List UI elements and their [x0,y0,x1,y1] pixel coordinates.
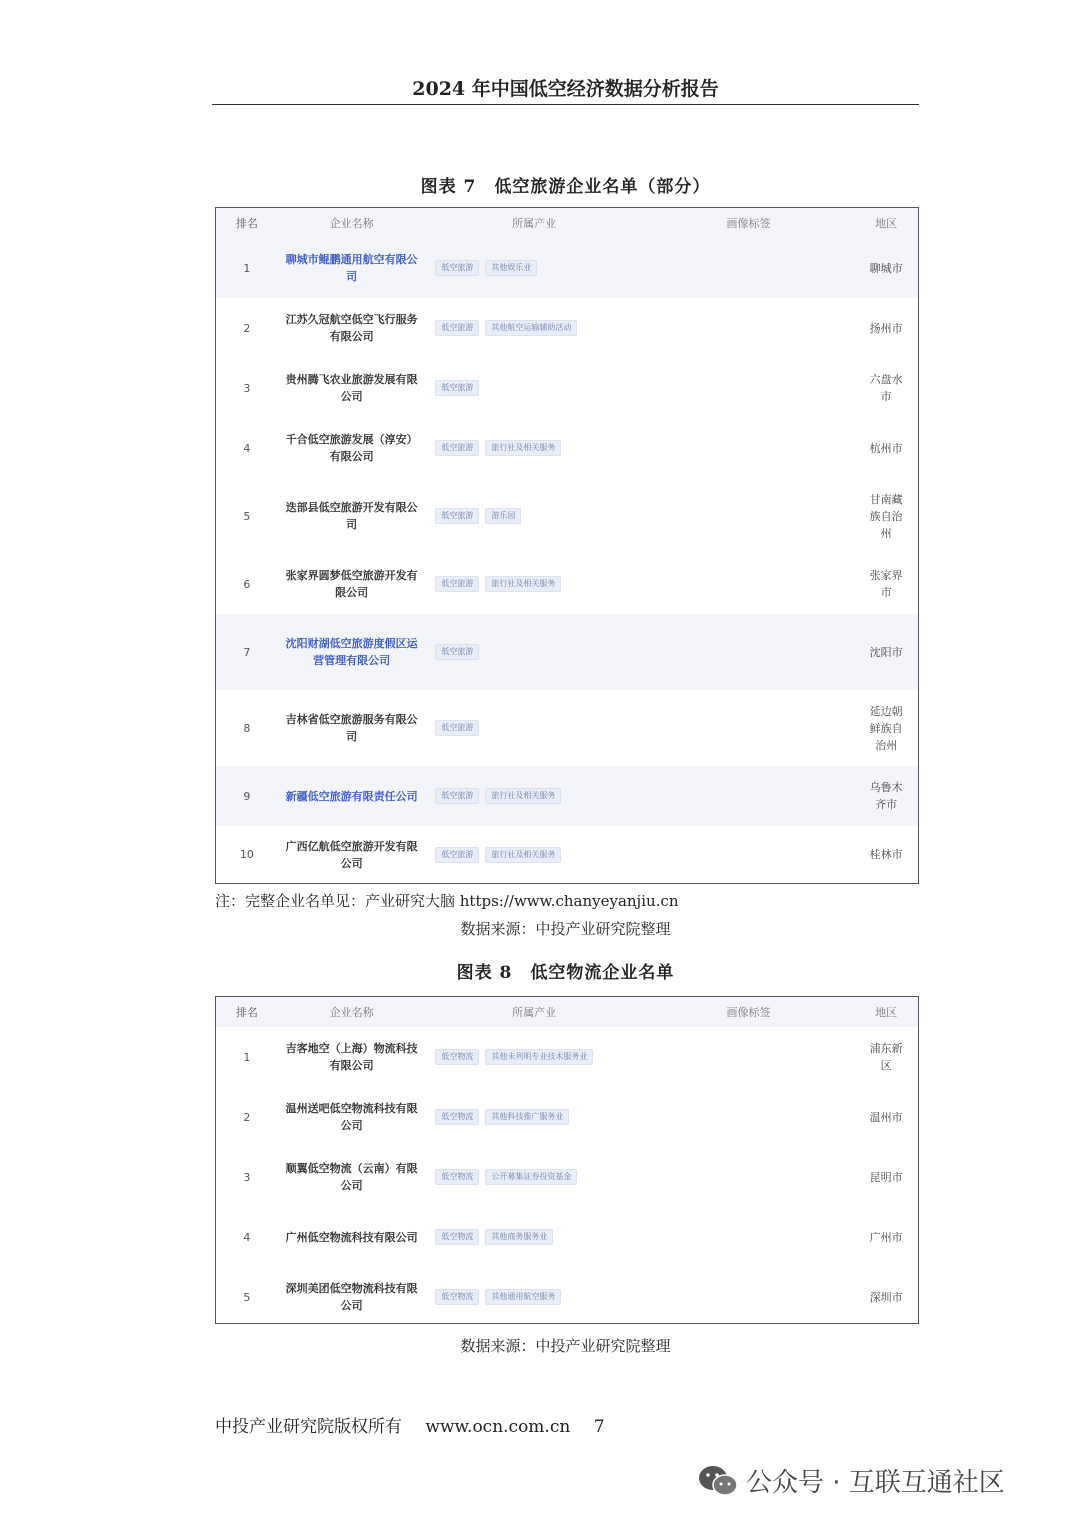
table-row [216,766,918,826]
footer-website[interactable]: www.ocn.com.cn [425,1417,571,1437]
rank-cell: 3 [243,1170,251,1184]
region-cell: 乌鲁木 齐市 [869,781,903,811]
note-text: 注：完整企业名单见：产业研究大脑 https://www.chanyeyanjiu.cn [215,892,679,910]
table1-title: 图表 7 低空旅游企业名单（部分） [420,177,711,197]
industry-tag[interactable]: 低空旅游 [435,380,479,396]
rank-cell: 7 [243,645,251,659]
rank-cell: 4 [243,441,251,455]
company-name-cell: 迭部县低空旅游开发有限公司 [285,501,418,531]
industry-tag[interactable]: 低空旅游 [435,508,479,524]
company-name-cell: 吉林省低空旅游服务有限公司 [285,713,418,743]
source-text-1: 数据来源：中投产业研究院整理 [460,920,671,938]
table-row [216,1207,918,1267]
industry-cell [425,1049,642,1065]
region-cell: 桂林市 [869,848,903,861]
company-name-cell: 顺翼低空物流（云南）有限公司 [285,1162,418,1192]
company-name-cell: 深圳美团低空物流科技有限公司 [285,1282,418,1312]
rank-cell: 3 [243,381,251,395]
industry-tag[interactable]: 其他科技推广服务业 [485,1109,569,1125]
industry-cell [425,847,642,863]
industry-tag[interactable]: 公开募集证券投资基金 [485,1169,577,1185]
rank-cell: 2 [243,321,251,335]
industry-cell [425,508,642,524]
region-cell: 昆明市 [869,1170,903,1184]
company-name-cell: 千合低空旅游发展（淳安）有限公司 [285,433,418,463]
company-name-cell[interactable]: 沈阳财湖低空旅游度假区运营管理有限公司 [285,637,418,667]
rank-cell: 10 [239,848,254,861]
industry-tag[interactable]: 旅行社及相关服务 [485,847,561,863]
report-title: 2024 年中国低空经济数据分析报告 [412,78,719,100]
company-name-cell: 张家界圆梦低空旅游开发有限公司 [285,569,418,599]
table-low-altitude-logistics [215,996,919,1324]
industry-tag[interactable]: 游乐园 [485,508,521,524]
table-row [216,826,918,883]
company-name-cell: 温州送吧低空物流科技有限公司 [285,1102,418,1132]
region-cell: 深圳市 [869,1290,903,1304]
region-cell: 聊城市 [869,261,903,275]
industry-tag[interactable]: 低空物流 [435,1049,479,1065]
table-row [216,478,918,554]
region-cell: 浦东新 区 [869,1042,903,1072]
col-tag-header: 画像标签 [726,1006,771,1019]
industry-cell [425,720,642,736]
industry-tag[interactable]: 其他航空运输辅助活动 [485,320,577,336]
industry-tag[interactable]: 旅行社及相关服务 [485,576,561,592]
industry-cell [425,1109,642,1125]
region-cell: 甘南藏 族自治 州 [869,492,903,540]
col-name-header: 企业名称 [329,1005,374,1019]
region-cell: 延边朝 鲜族自 治州 [869,704,903,752]
industry-tag[interactable]: 其他未列明专业技术服务业 [485,1049,593,1065]
col-rank-header: 排名 [235,217,258,230]
industry-tag[interactable]: 低空物流 [435,1169,479,1185]
col-region-header: 地区 [875,1005,898,1019]
industry-tag[interactable]: 低空旅游 [435,260,479,276]
region-cell: 张家界 市 [869,569,903,599]
region-cell: 杭州市 [869,441,903,455]
region-cell: 温州市 [869,1110,903,1124]
industry-cell [425,644,642,660]
rank-cell: 1 [243,261,251,275]
table-row [216,690,918,766]
company-name-cell[interactable]: 聊城市鲲鹏通用航空有限公司 [285,253,418,283]
wechat-icon [698,1464,738,1498]
page-header [212,74,919,105]
table-row [216,1147,918,1207]
industry-cell [425,260,642,276]
industry-cell [425,440,642,456]
industry-cell [425,788,642,804]
footer-page-number: 7 [593,1417,605,1437]
company-name-cell: 广西亿航低空旅游开发有限公司 [285,839,418,870]
company-name-cell[interactable]: 新疆低空旅游有限责任公司 [285,789,418,803]
industry-cell [425,380,642,396]
industry-tag[interactable]: 低空物流 [435,1289,479,1305]
col-rank-header: 排名 [235,1006,258,1019]
rank-cell: 9 [243,789,251,803]
table-low-altitude-tourism [215,207,919,884]
table-header-row [216,208,918,238]
source-text-2: 数据来源：中投产业研究院整理 [460,1337,671,1355]
industry-tag[interactable]: 旅行社及相关服务 [485,440,561,456]
industry-tag[interactable]: 低空物流 [435,1229,479,1245]
rank-cell: 5 [243,1290,251,1304]
industry-tag[interactable]: 其他通用航空服务 [485,1289,561,1305]
industry-tag[interactable]: 低空旅游 [435,320,479,336]
company-name-cell: 贵州腾飞农业旅游发展有限公司 [285,373,418,403]
rank-cell: 8 [243,721,251,735]
rank-cell: 4 [243,1230,251,1244]
industry-tag[interactable]: 低空旅游 [435,847,479,863]
table-header-row [216,997,918,1027]
industry-cell [425,1169,642,1185]
industry-cell [425,576,642,592]
table2-title: 图表 8 低空物流企业名单 [456,963,675,983]
table-row [216,358,918,418]
table-row [216,1267,918,1327]
footer-copyright: 中投产业研究院版权所有 [215,1417,402,1437]
col-tag-header: 画像标签 [726,217,771,230]
industry-tag[interactable]: 低空旅游 [435,720,479,736]
industry-tag[interactable]: 低空旅游 [435,644,479,660]
industry-tag[interactable]: 其他商务服务业 [485,1229,553,1245]
rank-cell: 1 [243,1050,251,1064]
industry-tag[interactable]: 低空旅游 [435,440,479,456]
industry-tag[interactable]: 旅行社及相关服务 [485,788,561,804]
rank-cell: 6 [243,577,251,591]
table-row [216,418,918,478]
industry-tag[interactable]: 其他娱乐业 [485,260,537,276]
industry-cell [425,1229,642,1245]
company-name-cell: 吉客地空（上海）物流科技有限公司 [285,1042,418,1072]
region-cell: 扬州市 [869,321,903,335]
page-footer [215,1412,623,1437]
col-region-header: 地区 [875,216,898,230]
col-industry-header: 所属产业 [512,1006,557,1019]
rank-cell: 2 [243,1110,251,1124]
table-row [216,614,918,690]
col-industry-header: 所属产业 [512,217,557,230]
table-row [216,298,918,358]
industry-cell [425,320,642,336]
region-cell: 沈阳市 [869,645,903,659]
company-name-cell: 江苏久冠航空低空飞行服务有限公司 [285,313,418,343]
table-row [216,1027,918,1087]
wechat-label: 公众号 · 互联互通社区 [746,1468,1005,1498]
col-name-header: 企业名称 [329,216,374,230]
industry-cell [425,1289,642,1305]
region-cell: 广州市 [869,1230,903,1244]
region-cell: 六盘水 市 [869,373,903,403]
table-row [216,554,918,614]
company-name-cell: 广州低空物流科技有限公司 [285,1230,418,1244]
wechat-watermark [698,1462,1005,1499]
table-row [216,238,918,298]
industry-tag[interactable]: 低空旅游 [435,788,479,804]
industry-tag[interactable]: 低空旅游 [435,576,479,592]
table-row [216,1087,918,1147]
industry-tag[interactable]: 低空物流 [435,1109,479,1125]
rank-cell: 5 [243,509,251,523]
